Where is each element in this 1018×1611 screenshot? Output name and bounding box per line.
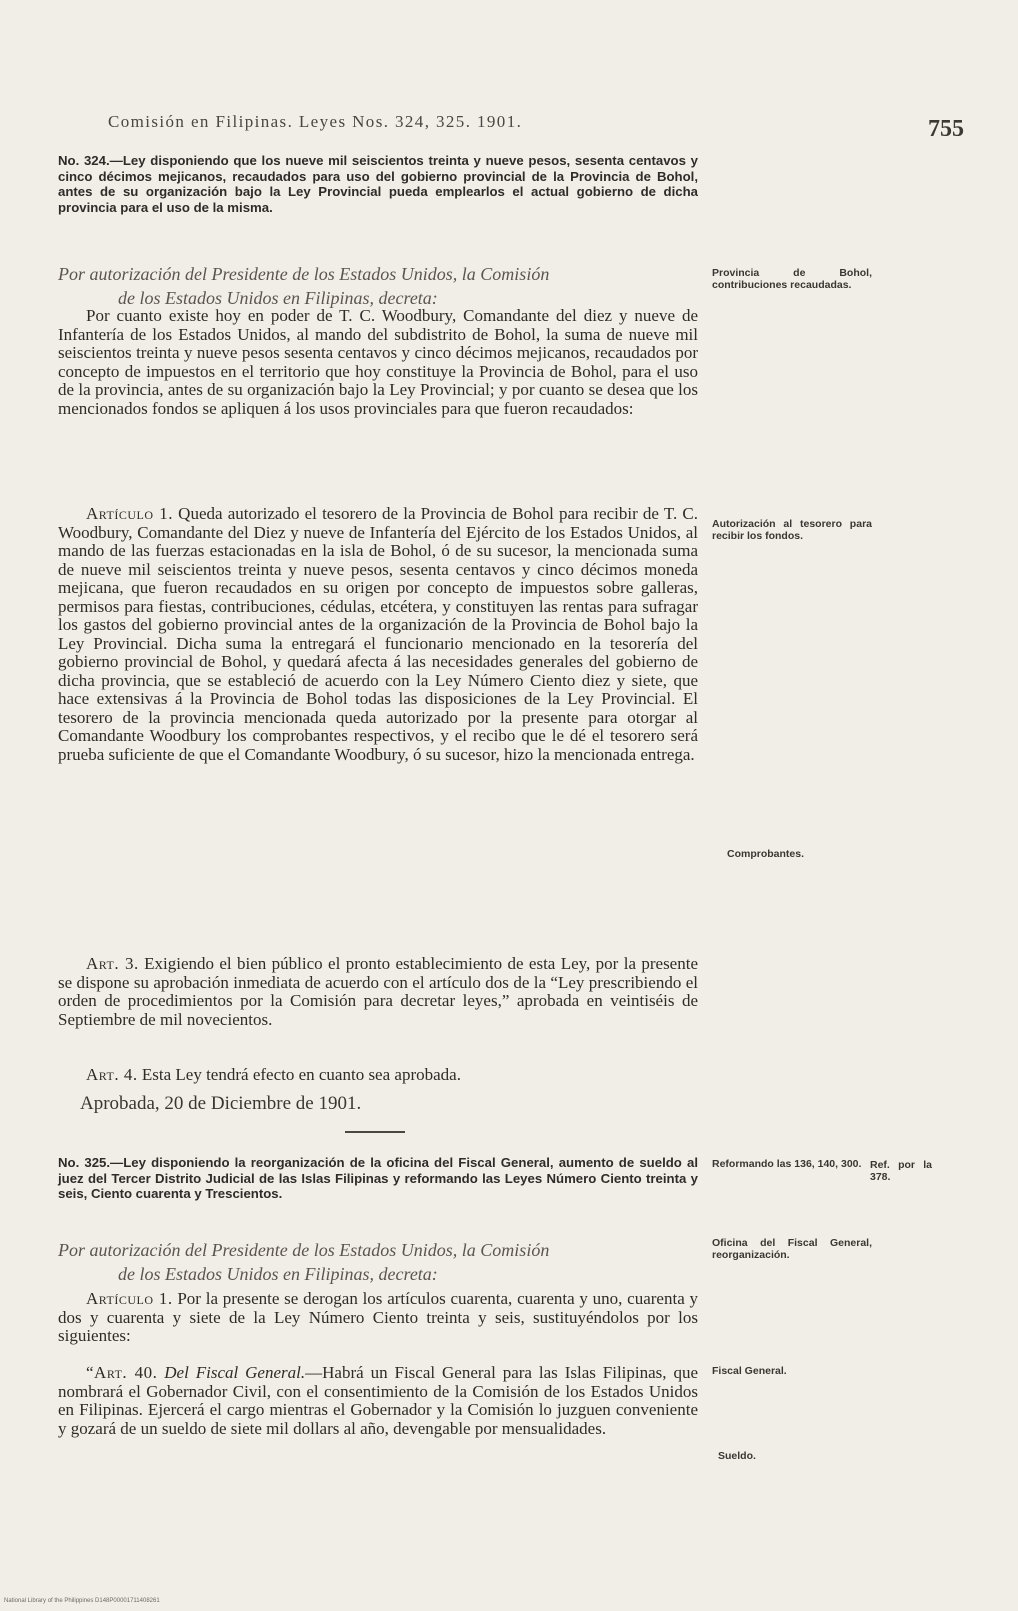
margin-note-amending: Reformando las 136, 140, 300. (712, 1158, 862, 1170)
article-text: Exigiendo el bien público el pronto establecimiento de esta Ley, por la presente se dispone su aprobación inmediata de acuerdo con el artículo dos de la “Ley prescribiendo el orden de procedimientos por la Comisión para decretar leyes,” aprobada en veintiséis de Septiembre de mil novecientos. (58, 954, 698, 1029)
article-heading: Del Fiscal General. (164, 1363, 306, 1382)
margin-note-vouchers: Comprobantes. (727, 848, 805, 860)
margin-note-bohol-taxes: Provincia de Bohol, contribuciones recaudadas. (712, 267, 872, 291)
article-text: Por la presente se derogan los artículos cuarenta, cuarenta y uno, cuarenta y dos y cuarenta y siete de la Ley Número Ciento treinta y seis, sustituyéndolos por los siguientes: (58, 1289, 698, 1345)
margin-note-fiscal-general: Fiscal General. (712, 1365, 787, 1377)
running-title: Comisión en Filipinas. Leyes Nos. 324, 325. 1901. (108, 112, 523, 131)
margin-note-ref: Ref. por la 378. (870, 1159, 932, 1183)
enacting-line-2: de los Estados Unidos en Filipinas, decreta: (118, 288, 438, 308)
article-text: —Habrá un Fiscal General para las Islas Filipinas, que nombrará el Gobernador Civil, con el consentimiento de la Comisión de los Estados Unidos en Filipinas. Ejercerá el cargo mientras el Gobernador y la Comisión lo juzguen conveniente y gozará de un sueldo de siete mil dollars al año, devengable por mensualidades. (58, 1363, 699, 1438)
enacting-line-1: Por autorización del Presidente de los Estados Unidos, la Comisión (58, 264, 550, 284)
law-324-article-3 (58, 955, 698, 1029)
article-label: Artículo 1. (86, 504, 173, 523)
enacting-line-1: Por autorización del Presidente de los Estados Unidos, la Comisión (58, 1240, 550, 1260)
law-324-preamble (58, 307, 698, 418)
article-label: Artículo 1. (86, 1289, 173, 1308)
law-325-title: No. 325.—Ley disponiendo la reorganización de la oficina del Fiscal General, aumento de sueldo al juez del Tercer Distrito Judicial de las Islas Filipinas y reformando las Leyes Número Ciento treinta y seis, Ciento cuarenta y Trescientos. (58, 1155, 698, 1202)
approval-date: Aprobada, 20 de Diciembre de 1901. (80, 1093, 362, 1114)
article-label: Art. 3. (86, 954, 139, 973)
law-325-enacting-clause (58, 1238, 708, 1286)
page-number: 755 (928, 116, 964, 142)
law-324-article-4 (58, 1066, 698, 1085)
section-divider (345, 1131, 405, 1133)
article-text: Esta Ley tendrá efecto en cuanto sea aprobada. (141, 1065, 461, 1084)
article-label: Art. 4. (86, 1065, 138, 1084)
scan-footer: National Library of the Philippines D148P00001711408261 (4, 1598, 160, 1604)
preamble-text: Por cuanto existe hoy en poder de T. C. Woodbury, Comandante del diez y nueve de Infantería de los Estados Unidos, al mando del subdistrito de Bohol, la suma de nueve mil seiscientos treinta y nueve pesos sesenta centavos y cinco décimos mejicanos, recaudados por concepto de impuestos en el territorio que hoy constituye la Provincia de Bohol, para el uso de la provincia, antes de su organización bajo la Ley Provincial; y por cuanto se desea que los mencionados fondos se apliquen á los usos provinciales para que fueron recaudados: (58, 306, 698, 418)
article-label: “Art. 40. (86, 1363, 158, 1382)
margin-note-salary: Sueldo. (718, 1450, 756, 1462)
law-324-enacting-clause (58, 262, 708, 310)
margin-note-treasurer-authorization: Autorización al tesorero para recibir los fondos. (712, 518, 872, 542)
law-324-title: No. 324.—Ley disponiendo que los nueve mil seiscientos treinta y nueve pesos, sesenta centavos y cinco décimos mejicanos, recaudados para uso del gobierno provincial de la Provincia de Bohol, antes de su organización bajo la Ley Provincial pueda emplearlos el actual gobierno de dicha provincia para el uso de la misma. (58, 153, 698, 215)
law-325-article-1 (58, 1290, 698, 1346)
law-325-article-40 (58, 1364, 698, 1438)
law-324-article-1 (58, 505, 698, 764)
margin-note-fiscal-office: Oficina del Fiscal General, reorganización. (712, 1237, 872, 1261)
article-text: Queda autorizado el tesorero de la Provincia de Bohol para recibir de T. C. Woodbury, Comandante del Diez y nueve de Infantería del Ejército de los Estados Unidos, al mando de las fuerzas estacionadas en la isla de Bohol, ó de su sucesor, la mencionada suma de nueve mil seiscientos treinta y nueve pesos, sesenta centavos y cinco décimos moneda mejicana, que fueron recaudados en su origen por concepto de impuestos sobre galleras, permisos para fiestas, contribuciones, cédulas, etcétera, y constituyen las rentas para sufragar los gastos del gobierno provincial antes de la organización de la Provincia de Bohol bajo la Ley Provincial. Dicha suma la entregará el funcionario mencionado en la tesorería del gobierno provincial de Bohol, y quedará afecta á las necesidades generales del gobierno de dicha provincia, que se estableció de acuerdo con la Ley Número Ciento diez y siete, que hace extensivas á la Provincia de Bohol todas las disposiciones de la Ley Provincial. El tesorero de la provincia mencionada queda autorizado por la presente para otorgar al Comandante Woodbury los comprobantes respectivos, y el recibo que le dé el tesorero será prueba suficiente de que el Comandante Woodbury, ó su sucesor, hizo la mencionada entrega. (58, 504, 698, 764)
enacting-line-2: de los Estados Unidos en Filipinas, decreta: (118, 1264, 438, 1284)
